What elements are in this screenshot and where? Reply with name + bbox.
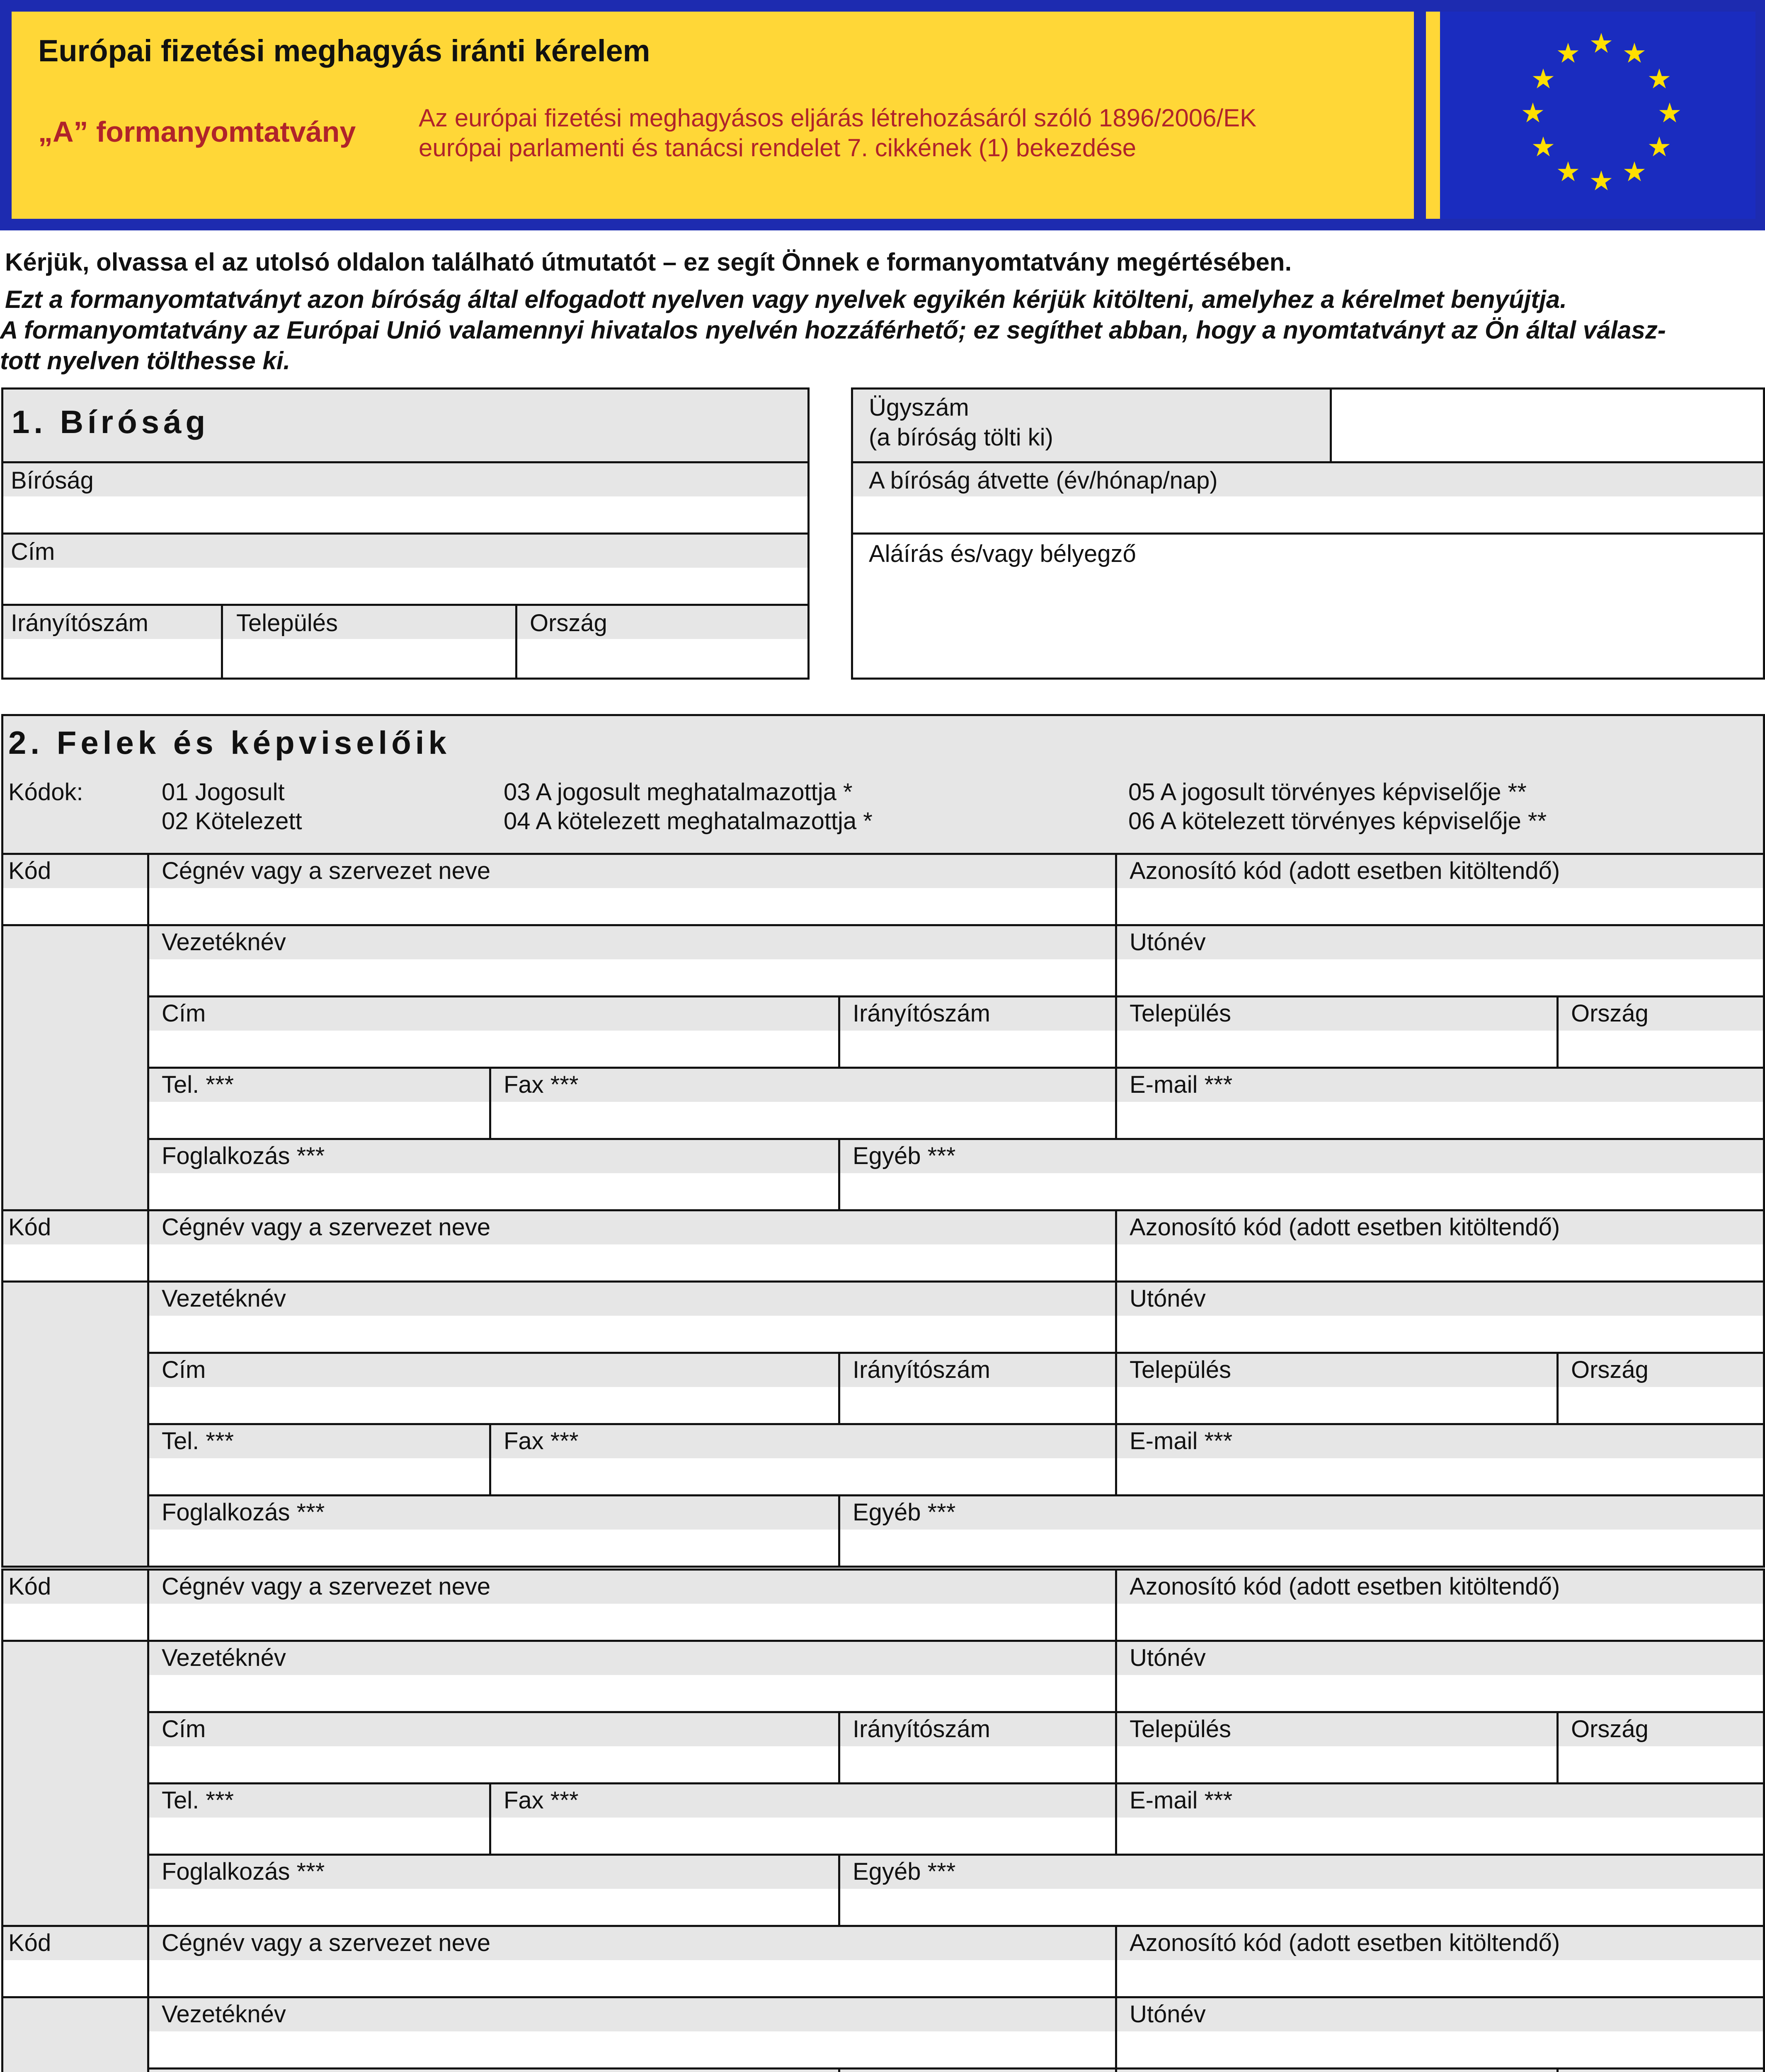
court-postcode-field[interactable]	[3, 639, 223, 678]
section1-left-box	[1, 387, 810, 680]
company-name-field[interactable]	[149, 1244, 1115, 1280]
address-field[interactable]	[149, 1031, 838, 1067]
label-bar	[149, 1283, 1763, 1316]
intro-line1: Kérjük, olvassa el az utolsó oldalon található útmutatót – ez segít Önnek e formanyomtatvány megértésében.	[5, 248, 1292, 276]
court-city-label: Település	[236, 610, 338, 637]
eu-star-icon: ★	[1531, 63, 1556, 95]
city-label: Település	[1130, 1716, 1232, 1743]
label-bar	[149, 1998, 1763, 2031]
surname-field[interactable]	[149, 1675, 1115, 1711]
divider	[1763, 1925, 1765, 2072]
postcode-label: Irányítószám	[853, 1716, 990, 1743]
divider	[1115, 1711, 1117, 1782]
code-03: 03 A jogosult meghatalmazottja *	[504, 779, 853, 806]
divider	[1115, 1569, 1117, 1640]
divider	[838, 1494, 840, 1566]
firstname-label: Utónév	[1130, 2001, 1206, 2028]
label-bar	[149, 1856, 1763, 1889]
form-label: „A” formanyomtatvány	[38, 116, 356, 148]
label-bar	[149, 1140, 1763, 1173]
court-country-label: Ország	[530, 610, 607, 637]
divider	[1115, 1640, 1117, 1711]
id-code-field[interactable]	[1117, 888, 1763, 924]
divider	[489, 1782, 491, 1854]
received-date-field[interactable]	[853, 496, 1763, 535]
id-code-label: Azonosító kód (adott esetben kitöltendő)	[1130, 1573, 1560, 1600]
address-label: Cím	[162, 1716, 206, 1743]
divider	[1115, 853, 1117, 924]
divider	[838, 1711, 840, 1782]
surname-field[interactable]	[149, 959, 1115, 995]
email-label: E-mail ***	[1130, 1428, 1233, 1455]
divider	[1115, 1423, 1117, 1494]
divider	[1115, 1280, 1117, 1352]
label-bar	[3, 1283, 147, 1566]
eu-star-icon: ★	[1622, 156, 1647, 188]
other-field[interactable]	[840, 1889, 1763, 1925]
other-field[interactable]	[840, 1173, 1763, 1209]
fax-label: Fax ***	[504, 1071, 579, 1098]
court-field[interactable]	[3, 496, 807, 535]
intro-line4: tott nyelven tölthesse ki.	[0, 347, 291, 375]
tel-label: Tel. ***	[162, 1428, 234, 1455]
email-label: E-mail ***	[1130, 1071, 1233, 1098]
divider	[1115, 995, 1117, 1067]
divider	[1763, 1569, 1765, 1925]
party-code-field[interactable]	[3, 1960, 147, 1996]
divider	[1115, 1996, 1117, 2067]
divider	[147, 1925, 149, 1996]
id-code-field[interactable]	[1117, 1244, 1763, 1280]
divider	[1115, 1352, 1117, 1423]
address-field[interactable]	[149, 1387, 838, 1423]
form-title: Európai fizetési meghagyás iránti kérelem	[38, 34, 650, 68]
case-number-field[interactable]	[1332, 390, 1763, 463]
divider	[489, 1067, 491, 1138]
firstname-label: Utónév	[1130, 1644, 1206, 1671]
court-label-bar	[3, 463, 807, 496]
city-field[interactable]	[1117, 1387, 1556, 1423]
eu-star-icon: ★	[1556, 37, 1581, 69]
label-bar	[3, 1642, 147, 1925]
label-bar	[149, 1496, 1763, 1530]
surname-label: Vezetéknév	[162, 2001, 286, 2028]
id-code-label: Azonosító kód (adott esetben kitöltendő)	[1130, 857, 1560, 884]
signature-label: Aláírás és/vagy bélyegző	[869, 540, 1136, 567]
tel-label: Tel. ***	[162, 1071, 234, 1098]
other-label: Egyéb ***	[853, 1143, 956, 1169]
city-field[interactable]	[1117, 1746, 1556, 1782]
divider	[489, 1423, 491, 1494]
occupation-field[interactable]	[149, 1173, 838, 1209]
firstname-field[interactable]	[1117, 1675, 1763, 1711]
code-06: 06 A kötelezett törvényes képviselője **	[1128, 808, 1547, 835]
city-field[interactable]	[1117, 1031, 1556, 1067]
court-city-field[interactable]	[223, 639, 517, 678]
postcode-label: Irányítószám	[853, 1000, 990, 1027]
company-name-field[interactable]	[149, 1604, 1115, 1640]
fax-field[interactable]	[491, 1102, 1115, 1138]
company-name-label: Cégnév vagy a szervezet neve	[162, 1573, 491, 1600]
received-date-label: A bíróság átvette (év/hónap/nap)	[869, 467, 1218, 494]
country-label: Ország	[1571, 1000, 1649, 1027]
section1-heading: 1. Bíróság	[12, 404, 210, 440]
tel-field[interactable]	[149, 1458, 489, 1494]
address-field[interactable]	[149, 1746, 838, 1782]
other-field[interactable]	[840, 1530, 1763, 1566]
divider	[1, 1566, 1765, 1568]
surname-label: Vezetéknév	[162, 929, 286, 956]
regulation-line1: Az európai fizetési meghagyásos eljárás létrehozásáról szóló 1896/2006/EK	[419, 104, 1257, 132]
label-bar	[149, 1642, 1763, 1675]
company-name-field[interactable]	[149, 888, 1115, 924]
company-name-label: Cégnév vagy a szervezet neve	[162, 857, 491, 884]
firstname-field[interactable]	[1117, 2031, 1763, 2067]
divider	[1763, 1209, 1765, 1566]
id-code-field[interactable]	[1117, 1960, 1763, 1996]
postcode-field[interactable]	[840, 1746, 1115, 1782]
eu-star-icon: ★	[1531, 131, 1556, 163]
occupation-label: Foglalkozás ***	[162, 1858, 325, 1885]
id-code-label: Azonosító kód (adott esetben kitöltendő)	[1130, 1214, 1560, 1241]
party-code-label: Kód	[8, 1573, 51, 1600]
occupation-label: Foglalkozás ***	[162, 1499, 325, 1526]
eu-star-icon: ★	[1647, 63, 1672, 95]
intro-line3: A formanyomtatvány az Európai Unió valamennyi hivatalos nyelvén hozzáférhető; ez segíthet abban, hogy a nyomtatványt az Ön által válasz-	[0, 316, 1666, 344]
fax-field[interactable]	[491, 1818, 1115, 1854]
firstname-label: Utónév	[1130, 1285, 1206, 1312]
occupation-field[interactable]	[149, 1889, 838, 1925]
eu-star-icon: ★	[1657, 97, 1682, 129]
court-label: Bíróság	[11, 467, 94, 494]
court-address-field[interactable]	[3, 568, 807, 606]
email-label: E-mail ***	[1130, 1787, 1233, 1814]
code-04: 04 A kötelezett meghatalmazottja *	[504, 808, 873, 835]
divider	[838, 1352, 840, 1423]
section1-right-box	[851, 387, 1765, 680]
signature-field[interactable]	[853, 535, 1763, 678]
occupation-field[interactable]	[149, 1530, 838, 1566]
email-field[interactable]	[1117, 1102, 1763, 1138]
email-field[interactable]	[1117, 1818, 1763, 1854]
divider	[1115, 1782, 1117, 1854]
postcode-label: Irányítószám	[853, 1356, 990, 1383]
country-field[interactable]	[1559, 1031, 1763, 1067]
email-field[interactable]	[1117, 1458, 1763, 1494]
id-code-field[interactable]	[1117, 1604, 1763, 1640]
divider	[221, 606, 223, 678]
eu-star-icon: ★	[1589, 165, 1614, 197]
eu-star-icon: ★	[1647, 131, 1672, 163]
fax-field[interactable]	[491, 1458, 1115, 1494]
label-bar	[149, 1784, 1763, 1818]
label-bar	[3, 1998, 147, 2072]
codes-label: Kódok:	[8, 779, 83, 806]
intro-line2: Ezt a formanyomtatványt azon bíróság által elfogadott nyelven vagy nyelvek egyikén kérjük kitölteni, amelyhez a kérelmet benyújtja.	[5, 286, 1567, 313]
company-name-label: Cégnév vagy a szervezet neve	[162, 1214, 491, 1241]
surname-label: Vezetéknév	[162, 1644, 286, 1671]
surname-field[interactable]	[149, 1316, 1115, 1352]
country-label: Ország	[1571, 1716, 1649, 1743]
fax-label: Fax ***	[504, 1787, 579, 1814]
postcode-field[interactable]	[840, 1031, 1115, 1067]
court-address-label: Cím	[11, 538, 55, 565]
divider	[838, 1854, 840, 1925]
divider	[1115, 1209, 1117, 1280]
company-name-field[interactable]	[149, 1960, 1115, 1996]
code-05: 05 A jogosult törvényes képviselője **	[1128, 779, 1527, 806]
divider	[1556, 995, 1559, 1067]
divider	[147, 853, 149, 924]
court-country-field[interactable]	[517, 639, 807, 678]
case-number-label: Ügyszám	[869, 394, 969, 421]
regulation-line2: európai parlamenti és tanácsi rendelet 7. cikkének (1) bekezdése	[419, 134, 1136, 162]
divider	[147, 1569, 149, 1640]
surname-field[interactable]	[149, 2031, 1115, 2067]
party-code-label: Kód	[8, 857, 51, 884]
address-label: Cím	[162, 1356, 206, 1383]
divider	[838, 995, 840, 1067]
header-stripe	[1426, 12, 1440, 219]
firstname-field[interactable]	[1117, 959, 1763, 995]
divider	[1556, 2067, 1559, 2072]
party-code-label: Kód	[8, 1929, 51, 1956]
divider	[1115, 2067, 1117, 2072]
divider	[1556, 1711, 1559, 1782]
case-number-sublabel: (a bíróság tölti ki)	[869, 424, 1053, 451]
id-code-label: Azonosító kód (adott esetben kitöltendő)	[1130, 1929, 1560, 1956]
other-label: Egyéb ***	[853, 1858, 956, 1885]
code-02: 02 Kötelezett	[162, 808, 302, 835]
label-bar	[149, 926, 1763, 959]
section2-heading: 2. Felek és képviselőik	[8, 724, 451, 761]
party-code-label: Kód	[8, 1214, 51, 1241]
divider	[1115, 1067, 1117, 1138]
party-code-field[interactable]	[3, 1244, 147, 1280]
eu-star-icon: ★	[1520, 97, 1545, 129]
address-label: Cím	[162, 1000, 206, 1027]
fax-label: Fax ***	[504, 1428, 579, 1455]
country-field[interactable]	[1559, 1746, 1763, 1782]
divider	[1115, 1925, 1117, 1996]
party-code-field[interactable]	[3, 888, 147, 924]
label-bar	[149, 1069, 1763, 1102]
label-bar	[3, 926, 147, 1209]
divider	[147, 1209, 149, 1280]
other-label: Egyéb ***	[853, 1499, 956, 1526]
party-code-field[interactable]	[3, 1604, 147, 1640]
tel-field[interactable]	[149, 1818, 489, 1854]
eu-star-icon: ★	[1622, 37, 1647, 69]
surname-label: Vezetéknév	[162, 1285, 286, 1312]
divider	[838, 2067, 840, 2072]
country-field[interactable]	[1559, 1387, 1763, 1423]
divider	[1115, 924, 1117, 995]
divider	[1763, 853, 1765, 1209]
court-address-label-bar	[3, 535, 807, 568]
firstname-label: Utónév	[1130, 929, 1206, 956]
city-label: Település	[1130, 1356, 1232, 1383]
divider	[515, 606, 517, 678]
eu-star-icon: ★	[1589, 27, 1614, 59]
divider	[838, 1138, 840, 1209]
country-label: Ország	[1571, 1356, 1649, 1383]
occupation-label: Foglalkozás ***	[162, 1143, 325, 1169]
postcode-field[interactable]	[840, 1387, 1115, 1423]
firstname-field[interactable]	[1117, 1316, 1763, 1352]
company-name-label: Cégnév vagy a szervezet neve	[162, 1929, 491, 1956]
divider	[1556, 1352, 1559, 1423]
label-bar	[149, 1425, 1763, 1458]
city-label: Település	[1130, 1000, 1232, 1027]
court-postcode-label: Irányítószám	[11, 610, 148, 637]
code-01: 01 Jogosult	[162, 779, 285, 806]
tel-label: Tel. ***	[162, 1787, 234, 1814]
tel-field[interactable]	[149, 1102, 489, 1138]
eu-star-icon: ★	[1556, 156, 1581, 188]
